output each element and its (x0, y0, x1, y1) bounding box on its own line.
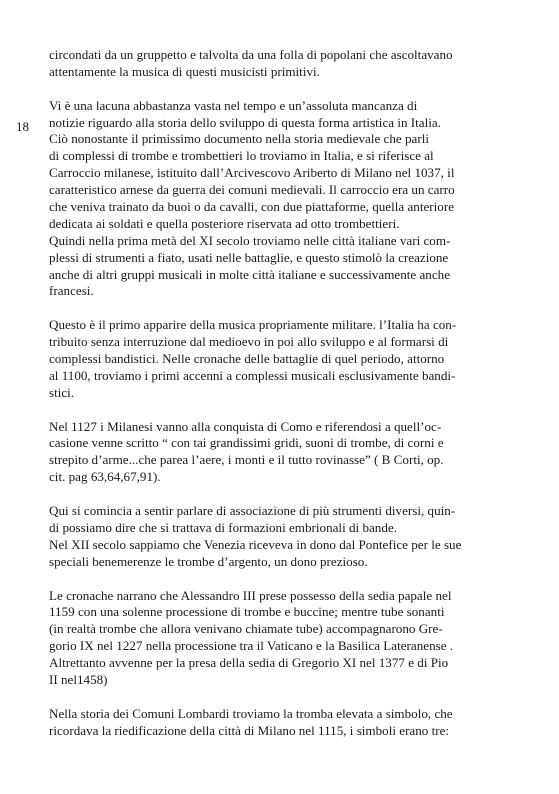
text-line: cit. pag 63,64,67,91). (49, 469, 161, 485)
text-line: complessi bandistici. Nelle cronache delle battaglie di quel periodo, attorno (49, 351, 445, 367)
text-line: ricordava la riedificazione della città di Milano nel 1115, i simboli erano tre: (49, 722, 450, 738)
text-line: circondati da un gruppetto e talvolta da una folla di popolani che ascoltavano (49, 47, 453, 62)
body-text (49, 47, 527, 740)
paragraph (49, 706, 527, 740)
text-line: al 1100, troviamo i primi accenni a complessi musicali esclusivamente bandi- (49, 367, 456, 383)
text-line: che veniva trainato da buoi o da cavalli, con due piattaforme, quella anteriore (49, 199, 455, 215)
text-line: Altrettanto avvenne per la presa della sedia di Gregorio XI nel 1377 e di Pio (49, 655, 449, 671)
paragraph (49, 503, 527, 571)
paragraph (49, 317, 527, 401)
text-line: Ciò nonostante il primissimo documento nella storia medievale che parli (49, 131, 429, 147)
text-line: Vi è una lacuna abbastanza vasta nel tempo e un’assoluta mancanza di (49, 97, 418, 113)
text-line: Carroccio milanese, istituito dall’Arcivescovo Ariberto di Milano nel 1037, il (49, 165, 455, 181)
text-line: di complessi di trombe e trombettieri lo troviamo in Italia, e si riferisce al (49, 148, 434, 164)
text-line: Nel XII secolo sappiamo che Venezia riceveva in dono dal Pontefice per le sue (49, 536, 462, 552)
text-line: gorio IX nel 1227 nella processione tra il Vaticano e la Basilica Lateranense . (49, 638, 454, 654)
paragraph (49, 47, 527, 81)
text-line: notizie riguardo alla storia dello sviluppo di questa forma artistica in Italia. (49, 114, 441, 130)
paragraph (49, 588, 527, 689)
text-line: Nel 1127 i Milanesi vanno alla conquista di Como e riferendosi a quell’oc- (49, 418, 442, 434)
text-line: Nella storia dei Comuni Lombardi troviamo la tromba elevata a simbolo, che (49, 705, 453, 721)
text-line: plessi di strumenti a fiato, usati nelle battaglie, e questo stimolò la creazione (49, 249, 449, 265)
text-line: tribuito senza interruzione dal medioevo in poi allo sviluppo e al formarsi di (49, 334, 449, 350)
text-line: di possiamo dire che si trattava di formazioni embrionali di bande. (49, 519, 397, 535)
text-line: Questo è il primo apparire della musica propriamente militare. l’Italia ha con- (49, 317, 457, 333)
text-line: anche di altri gruppi musicali in molte città italiane e successivamente anche (49, 266, 451, 282)
page-number: 18 (16, 119, 29, 134)
text-line: stici. (49, 384, 75, 400)
text-line: francesi. (49, 283, 94, 299)
text-line: 1159 con una solenne processione di trombe e buccine; mentre tube sonanti (49, 604, 445, 620)
paragraph (49, 98, 527, 301)
text-line: dedicata ai soldati e quella posteriore riservata ad otto trombettieri. (49, 215, 400, 231)
text-line: casione venne scritto “ con tai grandissimi gridi, suoni di trombe, di corni e (49, 435, 444, 451)
text-line: attentamente la musica di questi musicisti primitivi. (49, 63, 320, 79)
text-line: speciali benemerenze le trombe d’argento, un dono prezioso. (49, 553, 368, 569)
paragraph (49, 419, 527, 487)
text-line: Le cronache narrano che Alessandro III prese possesso della sedia papale nel (49, 587, 452, 603)
text-line: II nel1458) (49, 671, 108, 687)
text-line: (in realtà trombe che allora venivano chiamate tube) accompagnarono Gre- (49, 621, 443, 637)
text-line: Qui si comincia a sentir parlare di associazione di più strumenti diversi, quin- (49, 503, 456, 519)
text-line: Quindi nella prima metà del XI secolo troviamo nelle città italiane vari com- (49, 232, 451, 248)
text-line: strepito d’arme...che parea l’aere, i monti e il tutto rovinasse” ( B Corti, op. (49, 452, 444, 468)
text-line: caratteristico arnese da guerra dei comuni medievali. Il carroccio era un carro (49, 182, 455, 198)
